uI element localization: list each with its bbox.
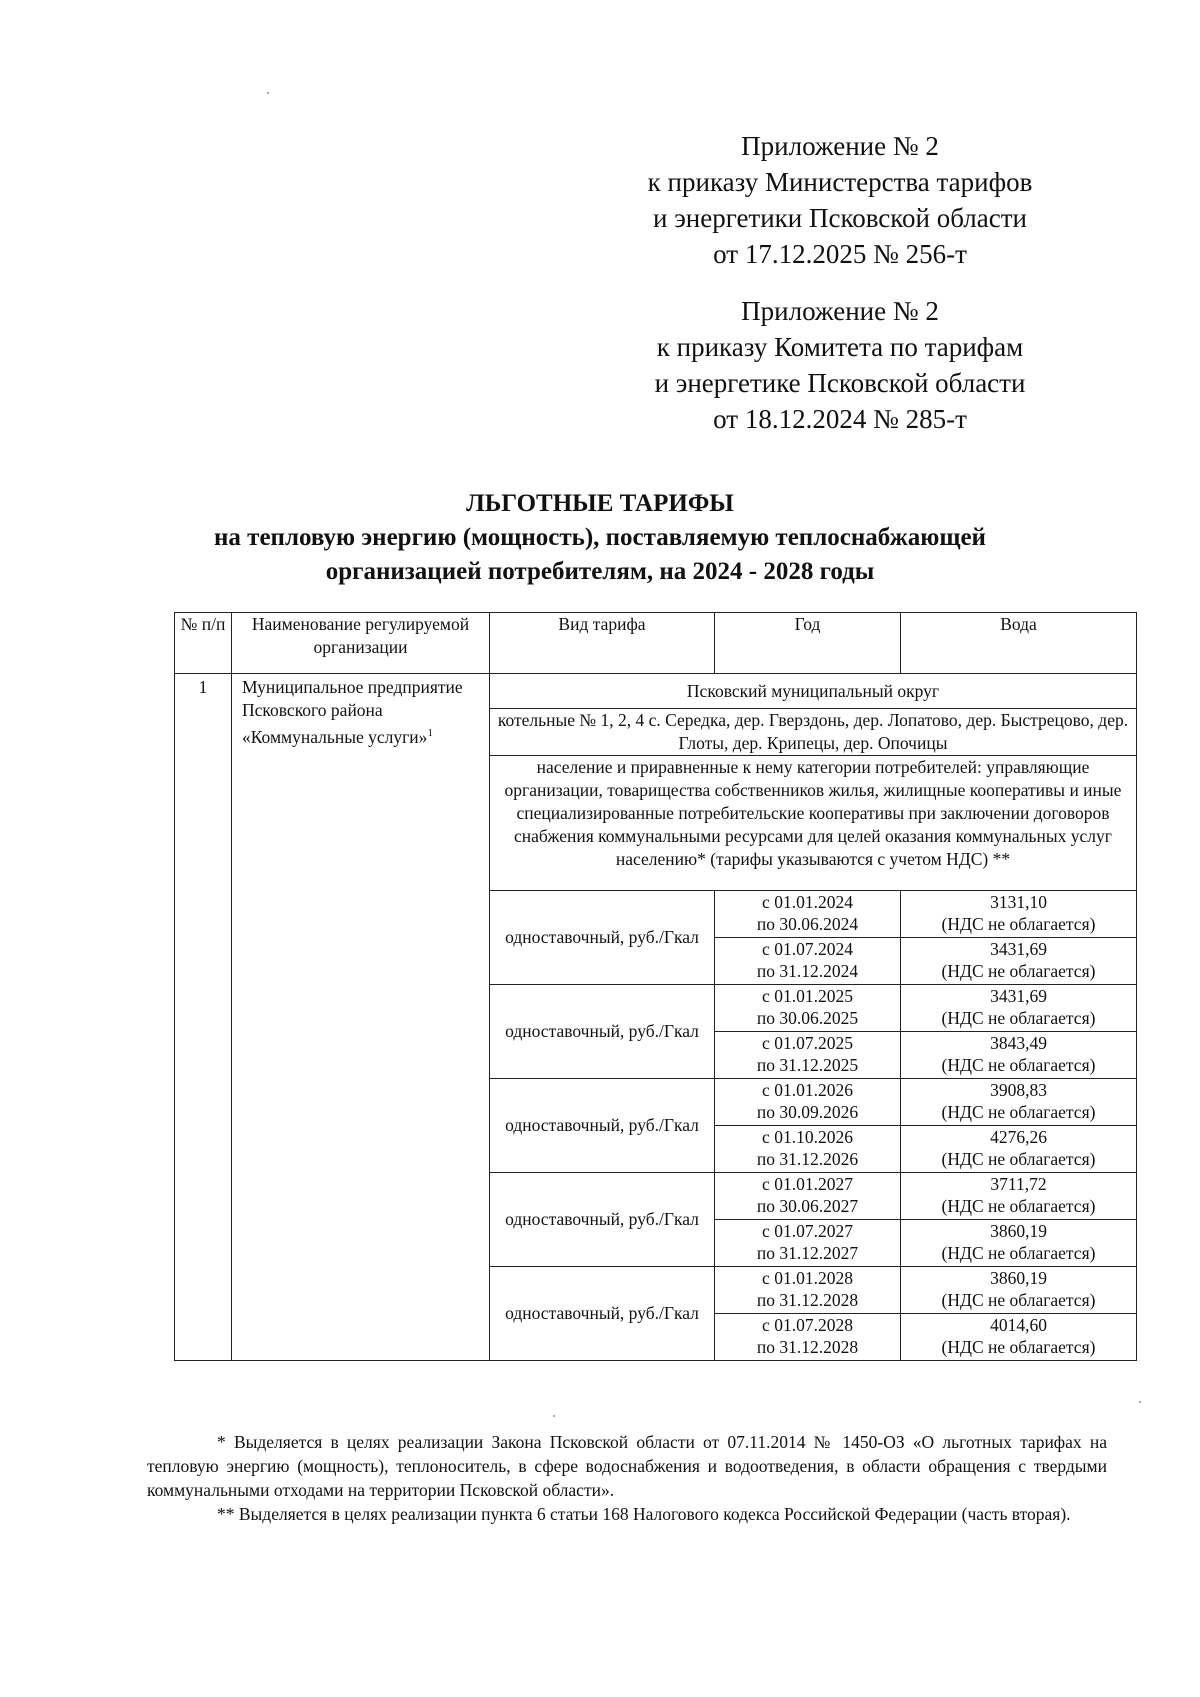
period-cell	[715, 1173, 901, 1220]
period-to: по 30.06.2025	[756, 1008, 859, 1028]
water-tariff-cell	[901, 1173, 1137, 1220]
appendix-line: и энергетики Псковской области	[653, 203, 1027, 233]
period-to: по 31.12.2026	[756, 1149, 859, 1169]
document-title	[150, 487, 1050, 589]
period-cell	[715, 1220, 901, 1267]
vat-note: (НДС не облагается)	[941, 1102, 1096, 1122]
period-cell	[715, 938, 901, 985]
tariff-value: 4014,60	[990, 1315, 1047, 1335]
period-from: с 01.07.2028	[762, 1315, 853, 1335]
title-line: на тепловую энергию (мощность), поставляемую теплоснабжающей	[214, 524, 986, 551]
organization-text: Муниципальное предприятие Псковского района «Коммунальные услуги»	[242, 677, 463, 747]
boilers-cell: котельные № 1, 2, 4 с. Середка, дер. Гверздонь, дер. Лопатово, дер. Быстрецово, дер. Глоты, дер. Крипецы, дер. Опочицы	[490, 709, 1137, 756]
organization-footnote-mark: 1	[427, 727, 433, 739]
water-tariff-cell	[901, 938, 1137, 985]
tariff-type-cell: одноставочный, руб./Гкал	[490, 891, 715, 985]
vat-note: (НДС не облагается)	[941, 1290, 1096, 1310]
appendix-line: от 18.12.2024 № 285-т	[713, 404, 967, 434]
tariff-type-cell: одноставочный, руб./Гкал	[490, 1173, 715, 1267]
title-line: организацией потребителям, на 2024 - 2028 годы	[325, 558, 875, 585]
water-tariff-cell	[901, 891, 1137, 938]
water-tariff-cell	[901, 1314, 1137, 1361]
period-to: по 30.06.2024	[756, 914, 859, 934]
scan-speck	[267, 92, 269, 94]
period-from: с 01.07.2025	[762, 1033, 853, 1053]
header-type: Вид тарифа	[490, 613, 715, 674]
footnote-1: * Выделяется в целях реализации Закона Псковской области от 07.11.2014 № 1450-ОЗ «О льготных тарифах на тепловую энергию (мощность), теплоноситель, в сфере водоснабжения и водоотведения, в области обращения с твердыми коммунальными отходами на территории Псковской области».	[147, 1432, 1107, 1500]
vat-note: (НДС не облагается)	[941, 961, 1096, 981]
row-number: 1	[175, 674, 232, 1361]
appendix-line: Приложение № 2	[741, 131, 939, 161]
tariff-type-cell: одноставочный, руб./Гкал	[490, 1267, 715, 1361]
period-to: по 31.12.2027	[756, 1243, 859, 1263]
vat-note: (НДС не облагается)	[941, 1008, 1096, 1028]
water-tariff-cell	[901, 1220, 1137, 1267]
table-header-row	[175, 613, 1137, 674]
period-to: по 31.12.2025	[756, 1055, 859, 1075]
tariff-value: 3860,19	[990, 1268, 1047, 1288]
water-tariff-cell	[901, 1267, 1137, 1314]
tariff-value: 4276,26	[990, 1127, 1047, 1147]
vat-note: (НДС не облагается)	[941, 1196, 1096, 1216]
period-from: с 01.01.2024	[762, 892, 853, 912]
scan-speck	[1139, 1401, 1141, 1403]
period-to: по 30.09.2026	[756, 1102, 859, 1122]
period-from: с 01.01.2027	[762, 1174, 853, 1194]
tariff-value: 3431,69	[990, 939, 1047, 959]
appendix-line: Приложение № 2	[741, 296, 939, 326]
appendix-line: к приказу Комитета по тарифам	[656, 332, 1024, 362]
period-cell	[715, 1314, 901, 1361]
water-tariff-cell	[901, 1126, 1137, 1173]
period-from: с 01.01.2026	[762, 1080, 853, 1100]
appendix-block-committee	[610, 293, 1070, 437]
region-cell: Псковский муниципальный округ	[490, 674, 1137, 709]
period-cell	[715, 985, 901, 1032]
header-num: № п/п	[175, 613, 232, 674]
period-cell	[715, 891, 901, 938]
vat-note: (НДС не облагается)	[941, 914, 1096, 934]
vat-note: (НДС не облагается)	[941, 1055, 1096, 1075]
appendix-line: от 17.12.2025 № 256-т	[713, 239, 967, 269]
footnotes	[147, 1430, 1107, 1526]
appendix-block-ministry	[610, 128, 1070, 272]
period-cell	[715, 1079, 901, 1126]
tariff-table	[174, 612, 1137, 1361]
consumers-cell: население и приравненные к нему категории потребителей: управляющие организации, товарищества собственников жилья, жилищные кооперативы и иные специализированные потребительские кооперативы при заключении договоров снабжения коммунальными ресурсами для целей оказания коммунальных услуг населению* (тарифы указываются с учетом НДС) **	[490, 756, 1137, 891]
water-tariff-cell	[901, 1032, 1137, 1079]
tariff-value: 3908,83	[990, 1080, 1047, 1100]
header-water: Вода	[901, 613, 1137, 674]
footnote-2: ** Выделяется в целях реализации пункта 6 статьи 168 Налогового кодекса Российской Федерации (часть вторая).	[217, 1504, 1071, 1524]
tariff-type-cell: одноставочный, руб./Гкал	[490, 985, 715, 1079]
scan-speck	[553, 1415, 555, 1417]
table-row-region	[175, 674, 1137, 709]
tariff-value: 3860,19	[990, 1221, 1047, 1241]
period-from: с 01.10.2026	[762, 1127, 853, 1147]
period-cell	[715, 1032, 901, 1079]
tariff-value: 3431,69	[990, 986, 1047, 1006]
tariff-value: 3843,49	[990, 1033, 1047, 1053]
vat-note: (НДС не облагается)	[941, 1243, 1096, 1263]
appendix-line: и энергетике Псковской области	[654, 368, 1026, 398]
period-to: по 30.06.2027	[756, 1196, 859, 1216]
period-from: с 01.01.2028	[762, 1268, 853, 1288]
period-from: с 01.01.2025	[762, 986, 853, 1006]
period-cell	[715, 1126, 901, 1173]
period-from: с 01.07.2027	[762, 1221, 853, 1241]
water-tariff-cell	[901, 1079, 1137, 1126]
water-tariff-cell	[901, 985, 1137, 1032]
vat-note: (НДС не облагается)	[941, 1337, 1096, 1357]
appendix-line: к приказу Министерства тарифов	[647, 167, 1033, 197]
vat-note: (НДС не облагается)	[941, 1149, 1096, 1169]
period-cell	[715, 1267, 901, 1314]
tariff-type-cell: одноставочный, руб./Гкал	[490, 1079, 715, 1173]
organization-name	[232, 674, 490, 1361]
title-line: ЛЬГОТНЫЕ ТАРИФЫ	[466, 490, 734, 517]
tariff-value: 3711,72	[990, 1174, 1047, 1194]
period-to: по 31.12.2024	[756, 961, 859, 981]
tariff-value: 3131,10	[990, 892, 1047, 912]
period-from: с 01.07.2024	[762, 939, 853, 959]
header-org: Наименование регулируемой организации	[232, 613, 490, 674]
header-year: Год	[715, 613, 901, 674]
period-to: по 31.12.2028	[756, 1290, 859, 1310]
period-to: по 31.12.2028	[756, 1337, 859, 1357]
